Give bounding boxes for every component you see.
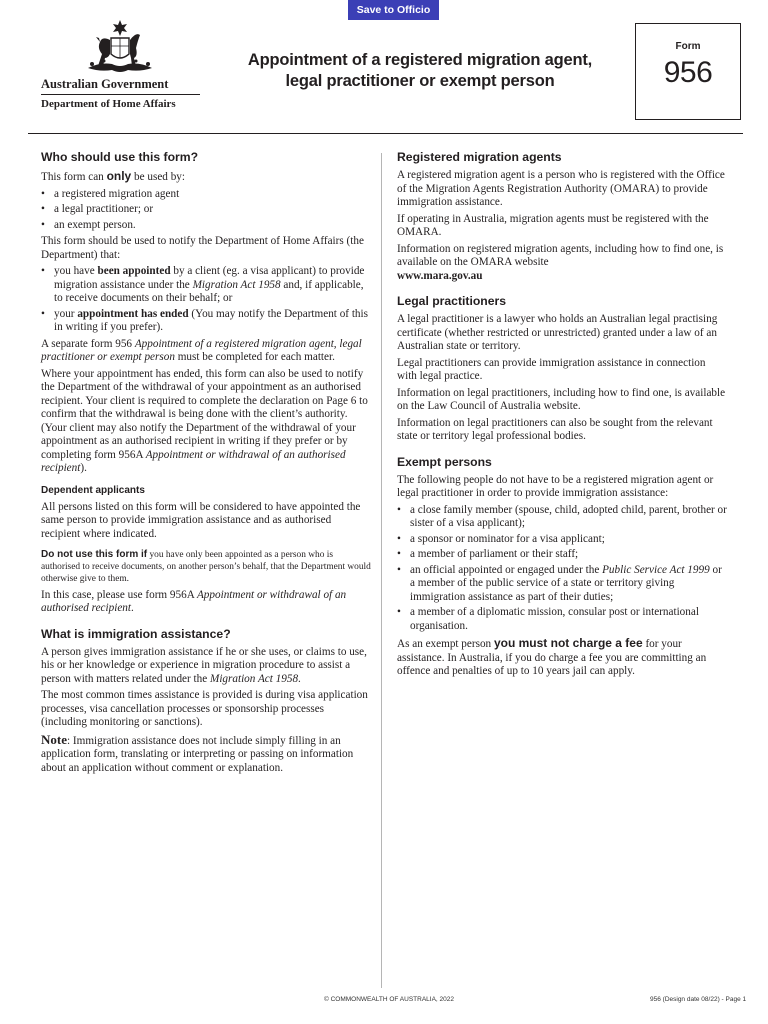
list-item: • a member of a diplomatic mission, consular post or international organisation.	[397, 606, 727, 633]
legal-practitioners-heading: Legal practitioners	[397, 294, 507, 308]
do-not-use-paragraph: Do not use this form if you have only been appointed as a person who is authorised to receive documents, on another person’s behalf, that the Department would otherwise give to them.	[41, 549, 371, 585]
eligible-users-list	[41, 188, 371, 233]
fee-paragraph: As an exempt person you must not charge a fee for your assistance. In Australia, if you do charge a fee you are committing an offence and penalties of up to 10 years jail can apply.	[397, 636, 707, 677]
coat-of-arms-icon	[80, 18, 160, 76]
logo-divider	[41, 94, 200, 95]
exempt-persons-paragraph: The following people do not have to be a registered migration agent or legal practitioner in order to provide immigration assistance:	[397, 473, 714, 499]
footer-copyright: © COMMONWEALTH OF AUSTRALIA, 2022	[324, 996, 454, 1003]
registered-agents-heading: Registered migration agents	[397, 150, 562, 164]
legal-practitioners-paragraph-2: Legal practitioners can provide immigration assistance in connection with legal practice.	[397, 356, 706, 382]
notify-paragraph: This form should be used to notify the Department of Home Affairs (the Department) that:	[41, 235, 364, 261]
list-item: • a registered migration agent	[41, 188, 371, 202]
list-item: • a sponsor or nominator for a visa applicant;	[397, 533, 727, 547]
left-column	[41, 150, 371, 778]
common-times-paragraph: The most common times assistance is provided is during visa application processes, visa cancellation processes or sponsorship processes (including monitoring or sanctions).	[41, 689, 368, 729]
department-name: Department of Home Affairs	[41, 98, 176, 110]
list-item: • a member of parliament or their staff;	[397, 548, 727, 562]
legal-practitioners-paragraph-4: Information on legal practitioners can also be sought from the relevant state or territory legal professional bodies.	[397, 416, 713, 442]
list-item: • an official appointed or engaged under the Public Service Act 1999 or a member of the public service of a state or territory giving immigration assistance as part of their duties;	[397, 564, 727, 605]
save-to-officio-button[interactable]: Save to Officio	[348, 0, 439, 20]
footer-page-info: 956 (Design date 08/22) - Page 1	[650, 996, 747, 1003]
list-item: • an exempt person.	[41, 219, 371, 233]
form-title-line-2: legal practitioner or exempt person	[285, 72, 555, 90]
right-column	[397, 150, 727, 682]
legal-practitioners-paragraph-3: Information on legal practitioners, including how to find one, is available on the Law Council of Australia website.	[397, 386, 726, 412]
legal-practitioners-paragraph-1: A legal practitioner is a lawyer who holds an Australian legal practising certificate (whether restricted or unrestricted) granted under a law of an Australian state or territory.	[397, 313, 718, 352]
list-item: • you have been appointed by a client (eg. a visa applicant) to provide migration assistance under the Migration Act 1958 and, if applicable, to receive documents on their behalf; or	[41, 265, 371, 306]
dependent-applicants-heading: Dependent applicants	[41, 484, 145, 496]
dependent-applicants-paragraph: All persons listed on this form will be considered to have appointed the same person to provide immigration assistance and as authorised recipient where indicated.	[41, 500, 361, 540]
column-divider	[381, 153, 382, 988]
registered-agents-paragraph-1: A registered migration agent is a person who is registered with the Office of the Migration Agents Registration Authority (OMARA) to provide immigration assistance.	[397, 169, 725, 208]
list-item: • a close family member (spouse, child, adopted child, parent, brother or sister of a visa applicant);	[397, 504, 727, 531]
exempt-persons-heading: Exempt persons	[397, 454, 492, 469]
notify-list	[41, 265, 371, 335]
form-title	[218, 50, 622, 92]
note-paragraph: Note: Immigration assistance does not include simply filling in an application form, translating or interpreting or passing on information about an application without comment or explanation.	[41, 731, 354, 774]
exempt-persons-list	[397, 504, 727, 634]
form-number-box	[635, 23, 741, 120]
form-number: 956	[663, 56, 713, 89]
header-divider	[28, 133, 743, 134]
appointment-ended-paragraph: Where your appointment has ended, this form can also be used to notify the Department of the withdrawal of your appointment as an authorised recipient. Your client is required to complete the declaration on Page 6 to confirm that the withdrawal is being done with the client’s authority. (Your client may also notify the Department of the withdrawal of your appointment as an authorised recipient in writing if they prefer or by completing form 956A Appointment or withdrawal of an authorised recipient).	[41, 367, 368, 474]
use-956a-paragraph: In this case, please use form 956A Appointment or withdrawal of an authorised recipient.	[41, 588, 347, 615]
immigration-assistance-paragraph: A person gives immigration assistance if he or she uses, or claims to use, his or her knowledge or experience in migration procedure to assist a person with matters related under the Migration Act 1958.	[41, 645, 367, 685]
registered-agents-paragraph-3: Information on registered migration agents, including how to find one, is available on the OMARA website www.mara.gov.au	[397, 242, 724, 282]
form-title-line-1: Appointment of a registered migration agent,	[247, 51, 593, 69]
registered-agents-paragraph-2: If operating in Australia, migration agents must be registered with the OMARA.	[397, 212, 709, 238]
list-item: • your appointment has ended (You may notify the Department of this in writing if you prefer).	[41, 308, 371, 335]
government-name: Australian Government	[41, 77, 169, 91]
omara-website-link[interactable]: www.mara.gov.au	[397, 269, 483, 282]
intro-paragraph: This form can only be used by:	[41, 169, 185, 183]
separate-form-paragraph: A separate form 956 Appointment of a registered migration agent, legal practitioner or exempt person must be completed for each matter.	[41, 337, 362, 363]
who-should-use-heading: Who should use this form?	[41, 150, 199, 164]
form-label: Form	[675, 41, 701, 52]
list-item: • a legal practitioner; or	[41, 203, 371, 217]
immigration-assistance-heading: What is immigration assistance?	[41, 626, 231, 641]
